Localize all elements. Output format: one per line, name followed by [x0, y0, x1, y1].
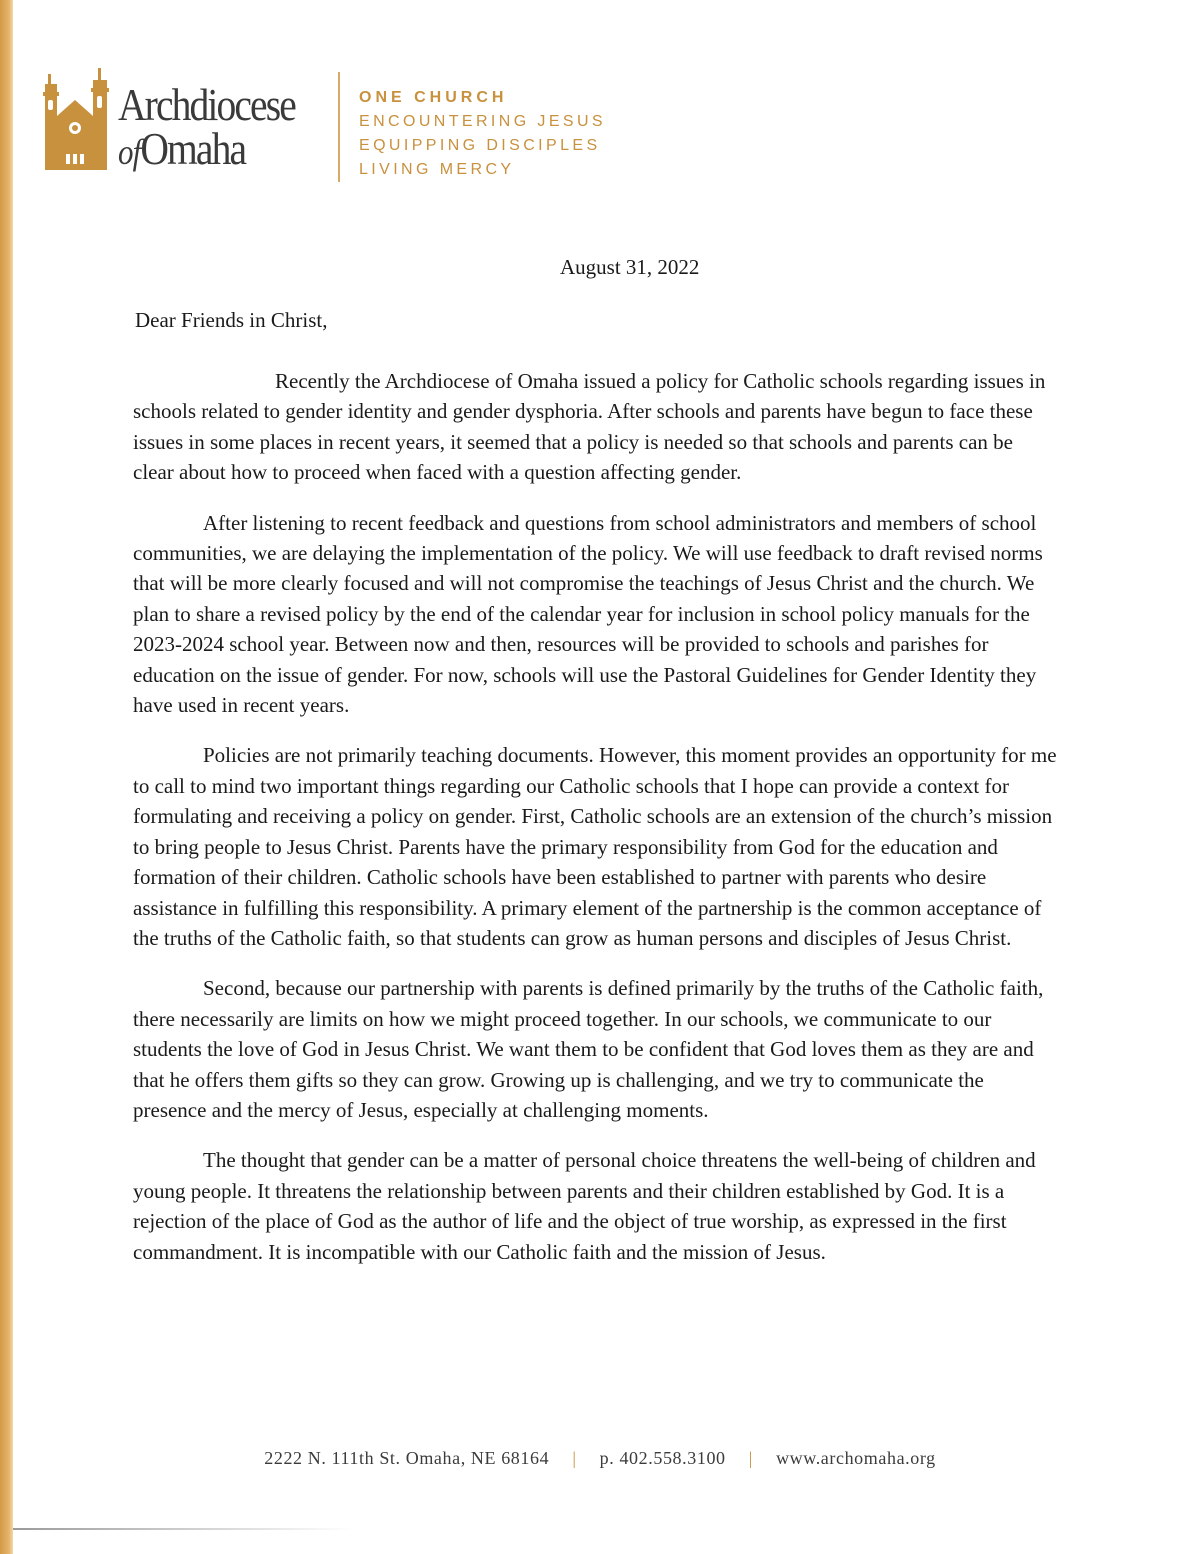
body-paragraph: After listening to recent feedback and questions from school administrators and members of school communities, we are delaying the implementation of the policy. We will use feedback to draft revised norms that will be more clearly focused and will not compromise the teachings of Jesus Christ and the church. We plan to share a revised policy by the end of the calendar year for inclusion in school policy manuals for the 2023-2024 school year. Between now and then, resources will be provided to schools and parishes for education on the issue of gender. For now, schools will use the Pastoral Guidelines for Gender Identity they have used in recent years. [133, 510, 1043, 718]
archdiocese-wordmark [118, 79, 324, 175]
bottom-rule [13, 1528, 353, 1530]
body-paragraph: Policies are not primarily teaching documents. However, this moment provides an opportunity for me to call to mind two important things regarding our Catholic schools that I hope can provide a context for formulating and receiving a policy on gender. First, Catholic schools are an extension of the church’s mission to bring people to Jesus Christ. Parents have the primary responsibility from God for the education and formation of their children. Catholic schools have been established to partner with parents who desire assistance in fulfilling this responsibility. A primary element of the partnership is the common acceptance of the truths of the Catholic faith, so that students can grow as human persons and disciples of Jesus Christ. [133, 743, 1057, 950]
footer-separator: | [748, 1448, 753, 1468]
tagline-line: ENCOUNTERING JESUS [359, 113, 606, 130]
header-divider [338, 72, 340, 182]
wordmark-of: of [118, 132, 141, 172]
letter-date: August 31, 2022 [560, 255, 700, 279]
footer-separator: | [572, 1448, 577, 1468]
left-edge-stripe [0, 0, 13, 1554]
tagline [359, 86, 606, 182]
letter-body [133, 366, 1058, 1287]
footer-website[interactable]: www.archomaha.org [776, 1448, 936, 1468]
tagline-line: ONE CHURCH [359, 89, 508, 106]
wordmark-city: Omaha [140, 123, 246, 174]
letterhead-footer [0, 1448, 1200, 1469]
salutation: Dear Friends in Christ, [135, 308, 328, 332]
tagline-line: LIVING MERCY [359, 161, 515, 178]
body-paragraph: Second, because our partnership with parents is defined primarily by the truths of the Catholic faith, there necessarily are limits on how we might proceed together. In our schools, we communicate to our students the love of God in Jesus Christ. We want them to be confident that God loves them as they are and that he offers them gifts so they can grow. Growing up is challenging, and we try to communicate the presence and the mercy of Jesus, especially at challenging moments. [133, 976, 1044, 1122]
body-paragraph: Recently the Archdiocese of Omaha issued a policy for Catholic schools regarding issues in schools related to gender identity and gender dysphoria. After schools and parents have begun to face these issues in some places in recent years, it seemed that a policy is needed so that schools and parents can be clear about how to proceed when faced with a question affecting gender. [133, 369, 1046, 485]
wordmark-line2 [118, 123, 295, 175]
cathedral-logo-icon [42, 66, 112, 170]
body-paragraph: The thought that gender can be a matter of personal choice threatens the well-being of children and young people. It threatens the relationship between parents and their children established by God. It is a rejection of the place of God as the author of life and the object of true worship, as expressed in the first commandment. It is incompatible with our Catholic faith and the mission of Jesus. [133, 1148, 1036, 1264]
footer-phone: p. 402.558.3100 [599, 1448, 726, 1468]
wordmark-line1: Archdiocese [118, 79, 295, 130]
footer-address: 2222 N. 111th St. Omaha, NE 68164 [264, 1448, 550, 1468]
tagline-line: EQUIPPING DISCIPLES [359, 137, 601, 154]
